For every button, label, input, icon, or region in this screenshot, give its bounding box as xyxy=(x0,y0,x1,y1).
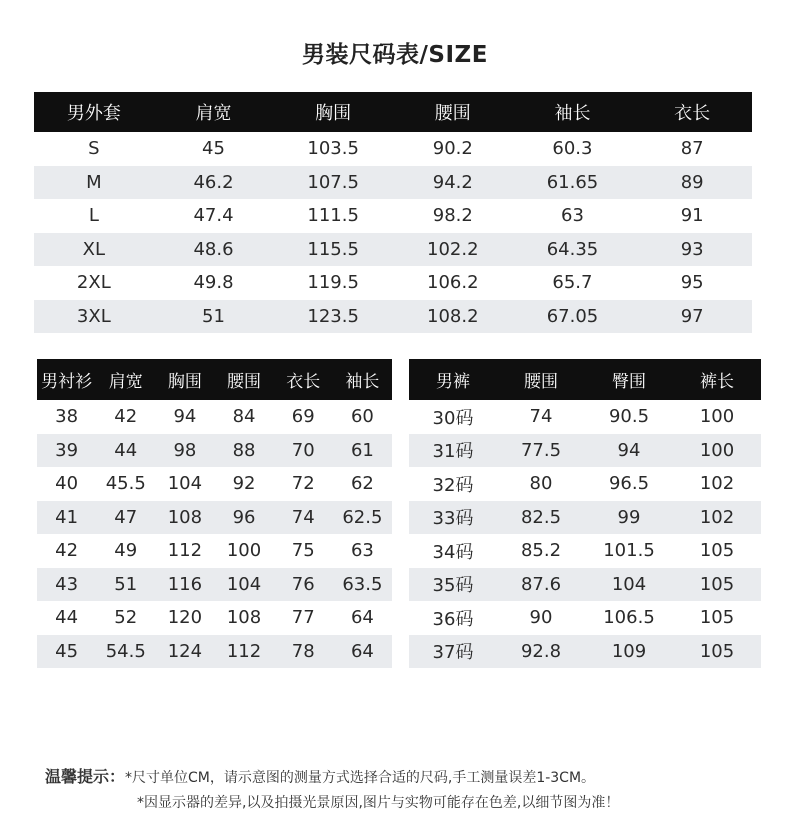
measurement-cell: 82.5 xyxy=(497,501,585,535)
tips-line-1: *尺寸单位CM，请示意图的测量方式选择合适的尺码,手工测量误差1-3CM。 xyxy=(125,770,596,786)
table-row xyxy=(409,601,761,635)
table-row xyxy=(37,635,392,669)
table-row xyxy=(409,568,761,602)
size-cell: 31码 xyxy=(409,434,497,468)
measurement-cell: 47.4 xyxy=(193,205,234,227)
measurement-cell: 49 xyxy=(114,540,138,562)
table-header-row xyxy=(34,92,752,132)
measurement-cell: 72 xyxy=(291,473,315,495)
measurement-cell: 47 xyxy=(96,501,155,535)
measurement-cell: 92 xyxy=(232,473,256,495)
column-header: 裤长 xyxy=(673,359,761,400)
measurement-cell: 67.05 xyxy=(513,300,633,334)
column-header: 袖长 xyxy=(513,92,633,132)
table-row xyxy=(37,434,392,468)
measurement-cell: 120 xyxy=(167,607,203,629)
table-row xyxy=(34,166,752,200)
measurement-cell: 64 xyxy=(333,635,392,669)
measurement-cell: 90.2 xyxy=(432,138,473,160)
tips-notice xyxy=(45,764,620,811)
measurement-cell: 107.5 xyxy=(273,166,393,200)
measurement-cell: 70 xyxy=(274,434,333,468)
size-cell: 36码 xyxy=(432,608,474,630)
page-title: 男装尺码表/SIZE xyxy=(302,42,488,68)
column-header: 肩宽 xyxy=(154,92,274,132)
size-cell: 32码 xyxy=(432,474,474,496)
table-header-row xyxy=(409,359,761,400)
measurement-cell: 104 xyxy=(214,568,273,602)
measurement-cell: 61.65 xyxy=(513,166,633,200)
size-cell: M xyxy=(34,166,154,200)
measurement-cell: 98 xyxy=(155,434,214,468)
size-cell: 33码 xyxy=(409,501,497,535)
measurement-cell: 100 xyxy=(673,434,761,468)
column-header: 腰围 xyxy=(214,359,273,400)
measurement-cell: 51 xyxy=(154,300,274,334)
column-header: 衣长 xyxy=(632,92,752,132)
measurement-cell: 76 xyxy=(274,568,333,602)
measurement-cell: 99 xyxy=(585,501,673,535)
measurement-cell: 112 xyxy=(214,635,273,669)
measurement-cell: 77.5 xyxy=(497,434,585,468)
size-cell: 45 xyxy=(37,635,96,669)
measurement-cell: 101.5 xyxy=(603,540,655,562)
size-cell: 37码 xyxy=(409,635,497,669)
measurement-cell: 109 xyxy=(585,635,673,669)
size-cell: 34码 xyxy=(432,541,474,563)
measurement-cell: 74 xyxy=(274,501,333,535)
table-row xyxy=(37,501,392,535)
table-row xyxy=(409,467,761,501)
size-cell: 42 xyxy=(55,540,79,562)
measurement-cell: 64.35 xyxy=(513,233,633,267)
column-header: 衣长 xyxy=(274,359,333,400)
measurement-cell: 124 xyxy=(155,635,214,669)
column-header: 胸围 xyxy=(155,359,214,400)
measurement-cell: 80 xyxy=(529,473,553,495)
measurement-cell: 62.5 xyxy=(333,501,392,535)
measurement-cell: 95 xyxy=(680,272,704,294)
measurement-cell: 90 xyxy=(529,607,553,629)
measurement-cell: 84 xyxy=(232,406,256,428)
measurement-cell: 44 xyxy=(96,434,155,468)
table-row xyxy=(34,132,752,166)
measurement-cell: 108 xyxy=(226,607,262,629)
table-row xyxy=(34,233,752,267)
column-header: 胸围 xyxy=(273,92,393,132)
measurement-cell: 105 xyxy=(699,607,735,629)
measurement-cell: 89 xyxy=(632,166,752,200)
measurement-cell: 45 xyxy=(202,138,225,160)
measurement-cell: 64 xyxy=(350,607,374,629)
measurement-cell: 108 xyxy=(155,501,214,535)
measurement-cell: 74 xyxy=(529,406,553,428)
size-cell: 41 xyxy=(37,501,96,535)
size-cell: 38 xyxy=(55,406,79,428)
measurement-cell: 108.2 xyxy=(393,300,513,334)
measurement-cell: 112 xyxy=(167,540,203,562)
measurement-cell: 105 xyxy=(673,635,761,669)
measurement-cell: 92.8 xyxy=(497,635,585,669)
measurement-cell: 54.5 xyxy=(96,635,155,669)
column-header: 袖长 xyxy=(333,359,392,400)
measurement-cell: 63.5 xyxy=(333,568,392,602)
column-header: 男外套 xyxy=(34,92,154,132)
measurement-cell: 100 xyxy=(699,406,735,428)
table-row xyxy=(37,601,392,635)
column-header: 男衬衫 xyxy=(37,359,96,400)
table-row xyxy=(37,467,392,501)
measurement-cell: 115.5 xyxy=(273,233,393,267)
measurement-cell: 94 xyxy=(585,434,673,468)
measurement-cell: 94 xyxy=(173,406,197,428)
measurement-cell: 45.5 xyxy=(105,473,146,495)
measurement-cell: 87.6 xyxy=(497,568,585,602)
pants-size-table xyxy=(409,359,761,668)
size-cell: 43 xyxy=(37,568,96,602)
tips-label: 温馨提示： xyxy=(45,767,126,786)
table-header-row xyxy=(37,359,392,400)
measurement-cell: 85.2 xyxy=(520,540,562,562)
measurement-cell: 119.5 xyxy=(307,272,359,294)
table-row xyxy=(34,300,752,334)
measurement-cell: 48.6 xyxy=(154,233,274,267)
measurement-cell: 60 xyxy=(350,406,374,428)
measurement-cell: 104 xyxy=(167,473,203,495)
measurement-cell: 103.5 xyxy=(307,138,359,160)
size-cell: 39 xyxy=(37,434,96,468)
measurement-cell: 90.5 xyxy=(608,406,650,428)
measurement-cell: 69 xyxy=(291,406,315,428)
measurement-cell: 100 xyxy=(226,540,262,562)
table-row xyxy=(37,568,392,602)
table-row xyxy=(409,635,761,669)
size-cell: 40 xyxy=(55,473,79,495)
size-cell: XL xyxy=(34,233,154,267)
measurement-cell: 65.7 xyxy=(552,272,593,294)
table-row xyxy=(409,534,761,568)
measurement-cell: 52 xyxy=(114,607,138,629)
table-row xyxy=(409,400,761,434)
measurement-cell: 116 xyxy=(155,568,214,602)
measurement-cell: 104 xyxy=(585,568,673,602)
measurement-cell: 87 xyxy=(680,138,704,160)
measurement-cell: 111.5 xyxy=(307,205,359,227)
measurement-cell: 98.2 xyxy=(432,205,473,227)
measurement-cell: 62 xyxy=(350,473,374,495)
measurement-cell: 97 xyxy=(632,300,752,334)
tips-line-2: *因显示器的差异,以及拍摄光景原因,图片与实物可能存在色差,以细节图为准！ xyxy=(137,795,620,811)
column-header: 肩宽 xyxy=(96,359,155,400)
jacket-size-table xyxy=(34,92,752,333)
measurement-cell: 96 xyxy=(214,501,273,535)
size-cell: L xyxy=(88,205,99,227)
measurement-cell: 106.5 xyxy=(603,607,655,629)
measurement-cell: 94.2 xyxy=(393,166,513,200)
size-cell: 35码 xyxy=(409,568,497,602)
measurement-cell: 96.5 xyxy=(608,473,650,495)
measurement-cell: 88 xyxy=(214,434,273,468)
measurement-cell: 102.2 xyxy=(393,233,513,267)
measurement-cell: 78 xyxy=(274,635,333,669)
measurement-cell: 105 xyxy=(673,568,761,602)
measurement-cell: 102 xyxy=(699,473,735,495)
column-header: 男裤 xyxy=(409,359,497,400)
table-row xyxy=(409,434,761,468)
measurement-cell: 75 xyxy=(291,540,315,562)
table-row xyxy=(409,501,761,535)
table-row xyxy=(37,534,392,568)
size-cell: 44 xyxy=(55,607,79,629)
measurement-cell: 106.2 xyxy=(427,272,479,294)
column-header: 腰围 xyxy=(393,92,513,132)
size-cell: 3XL xyxy=(34,300,154,334)
measurement-cell: 77 xyxy=(291,607,315,629)
measurement-cell: 49.8 xyxy=(193,272,234,294)
measurement-cell: 46.2 xyxy=(154,166,274,200)
table-row xyxy=(37,400,392,434)
measurement-cell: 105 xyxy=(699,540,735,562)
size-cell: S xyxy=(88,138,100,160)
measurement-cell: 51 xyxy=(96,568,155,602)
shirt-size-table xyxy=(37,359,392,668)
measurement-cell: 102 xyxy=(673,501,761,535)
column-header: 腰围 xyxy=(497,359,585,400)
measurement-cell: 63 xyxy=(561,205,584,227)
size-cell: 2XL xyxy=(76,272,111,294)
table-row xyxy=(34,266,752,300)
measurement-cell: 123.5 xyxy=(273,300,393,334)
measurement-cell: 42 xyxy=(114,406,138,428)
size-cell: 30码 xyxy=(432,407,474,429)
measurement-cell: 91 xyxy=(680,205,704,227)
measurement-cell: 60.3 xyxy=(552,138,593,160)
measurement-cell: 61 xyxy=(333,434,392,468)
table-row xyxy=(34,199,752,233)
measurement-cell: 63 xyxy=(350,540,374,562)
column-header: 臀围 xyxy=(585,359,673,400)
measurement-cell: 93 xyxy=(632,233,752,267)
